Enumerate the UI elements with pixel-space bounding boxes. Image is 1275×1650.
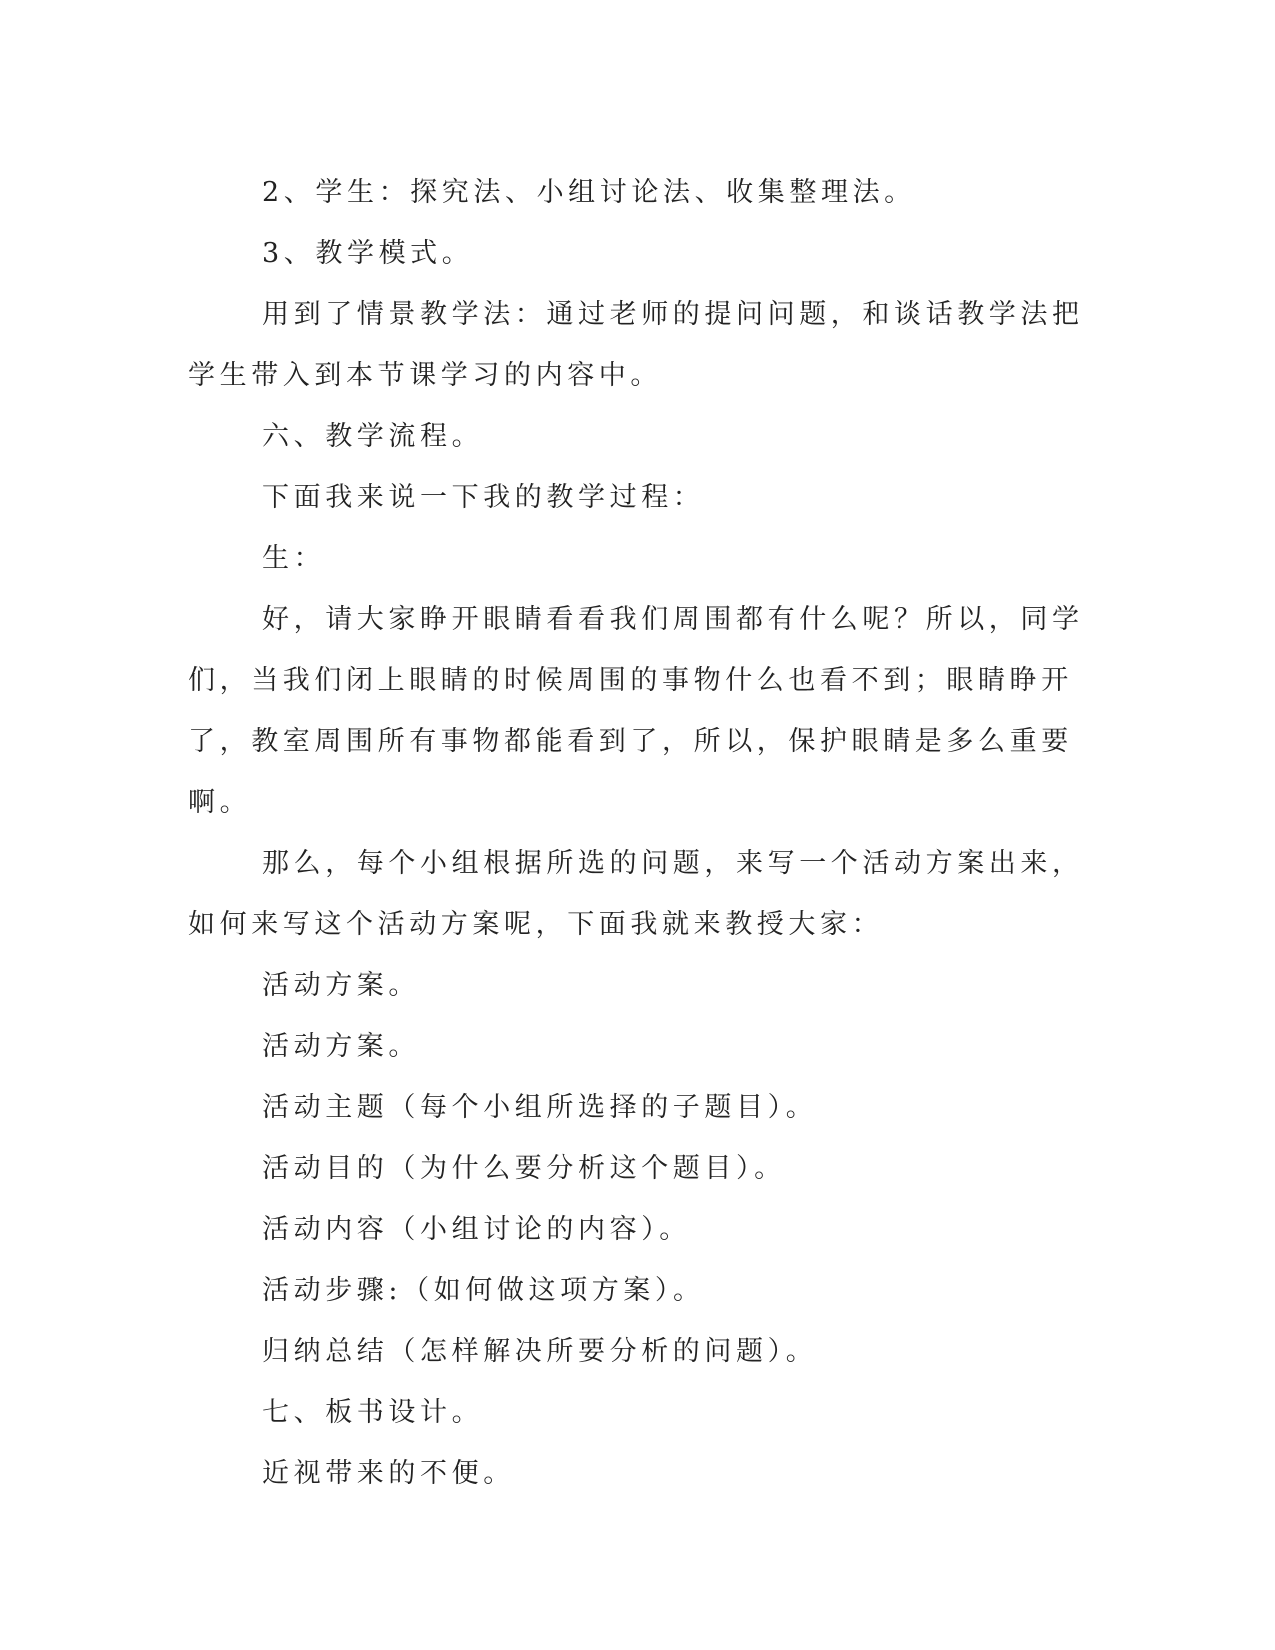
paragraph-eye-protection: 好，请大家睁开眼睛看看我们周围都有什么呢？所以，同学们，当我们闭上眼睛的时候周围的事物什么也看不到；眼睛睁开了，教室周围所有事物都能看到了，所以，保护眼睛是多么重要啊。 [188, 604, 1084, 818]
paragraph-activity-purpose: 活动目的（为什么要分析这个题目）。 [262, 1153, 786, 1184]
paragraph-scenario-teaching: 用到了情景教学法：通过老师的提问问题，和谈话教学法把学生带入到本节课学习的内容中。 [188, 299, 1084, 391]
paragraph-activity-theme: 活动主题（每个小组所选择的子题目）。 [262, 1092, 818, 1123]
paragraph-summary: 归纳总结（怎样解决所要分析的问题）。 [262, 1336, 818, 1367]
paragraph-process-intro: 下面我来说一下我的教学过程： [262, 482, 705, 513]
paragraph-activity-content: 活动内容（小组讨论的内容）。 [262, 1214, 691, 1245]
document-body [188, 162, 1088, 1504]
section-heading-board-design: 七、板书设计。 [262, 1397, 484, 1428]
section-heading-teaching-process: 六、教学流程。 [262, 421, 484, 452]
paragraph-student-methods: 2、学生：探究法、小组讨论法、收集整理法。 [262, 177, 916, 208]
paragraph-activity-plan-intro: 那么，每个小组根据所选的问题，来写一个活动方案出来，如何来写这个活动方案呢，下面我就来教授大家： [188, 848, 1084, 940]
paragraph-myopia-inconvenience: 近视带来的不便。 [262, 1458, 515, 1489]
paragraph-teaching-mode: 3、教学模式。 [262, 238, 474, 269]
paragraph-activity-plan-2: 活动方案。 [262, 1031, 420, 1062]
paragraph-activity-steps: 活动步骤:（如何做这项方案）。 [262, 1275, 705, 1306]
paragraph-activity-plan-1: 活动方案。 [262, 970, 420, 1001]
paragraph-student-label: 生： [262, 543, 326, 574]
